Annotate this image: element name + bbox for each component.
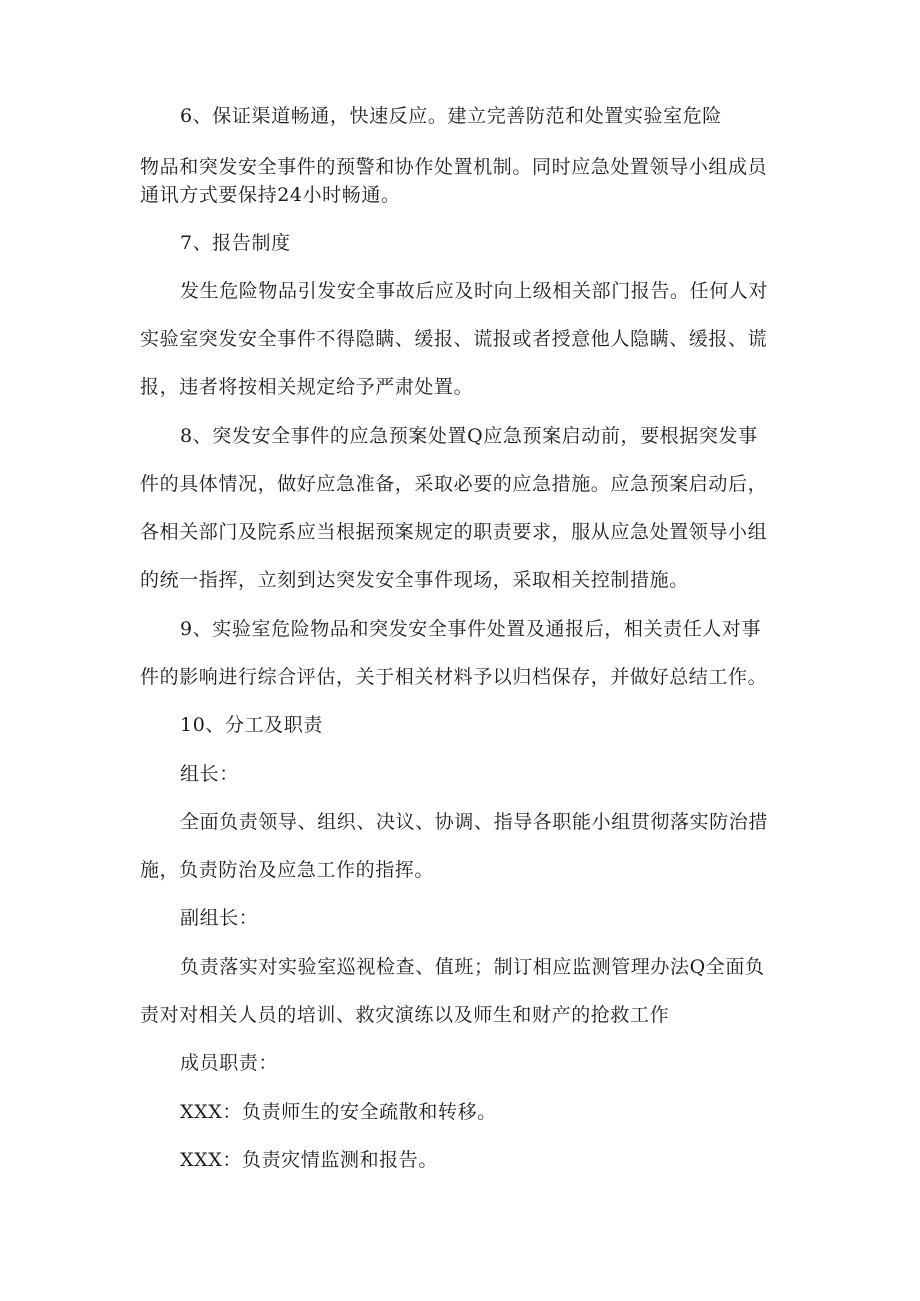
heading-10-duties: 10、分工及职责 (180, 714, 323, 736)
paragraph-7-line-1: 发生危险物品引发安全事故后应及时向上级相关部门报告。任何人对 (180, 280, 769, 302)
deputy-leader-duty-line-2: 责对对相关人员的培训、救灾演练以及师生和财产的抢救工作 (140, 1004, 670, 1026)
paragraph-6-line-2: 物品和突发安全事件的预警和协作处置机制。同时应急处置领导小组成员 (140, 156, 768, 178)
paragraph-7-line-2: 实验室突发安全事件不得隐瞒、缓报、谎报或者授意他人隐瞒、缓报、谎 (140, 328, 768, 350)
paragraph-6-line-3: 通讯方式要保持24小时畅通。 (140, 184, 401, 206)
paragraph-8-line-1: 8、突发安全事件的应急预案处置Q应急预案启动前，要根据突发事 (180, 425, 758, 447)
heading-7-report-system: 7、报告制度 (180, 232, 291, 254)
member-duty-evacuation: XXX：负责师生的安全疏散和转移。 (180, 1101, 497, 1123)
paragraph-8-line-4: 的统一指挥，立刻到达突发安全事件现场，采取相关控制措施。 (140, 569, 689, 591)
label-group-leader: 组长： (180, 763, 239, 785)
deputy-leader-duty-line-1: 负责落实对实验室巡视检查、值班；制订相应监测管理办法Q全面负 (180, 956, 765, 978)
group-leader-duty-line-1: 全面负责领导、组织、决议、协调、指导各职能小组贯彻落实防治措 (180, 811, 769, 833)
label-member-duties: 成员职责： (180, 1052, 279, 1074)
paragraph-9-line-1: 9、实验室危险物品和突发安全事件处置及通报后，相关责任人对事 (180, 618, 762, 640)
paragraph-7-line-3: 报，违者将按相关规定给予严肃处置。 (140, 376, 474, 398)
group-leader-duty-line-2: 施，负责防治及应急工作的指挥。 (140, 859, 435, 881)
paragraph-9-line-2: 件的影响进行综合评估，关于相关材料予以归档保存，并做好总结工作。 (140, 666, 768, 688)
member-duty-monitoring: XXX：负责灾情监测和报告。 (180, 1149, 438, 1171)
paragraph-8-line-3: 各相关部门及院系应当根据预案规定的职责要求，服从应急处置领导小组 (140, 521, 768, 543)
label-deputy-leader: 副组长： (180, 907, 259, 929)
paragraph-8-line-2: 件的具体情况，做好应急准备，采取必要的应急措施。应急预案启动后， (140, 473, 768, 495)
paragraph-6-line-1: 6、保证渠道畅通，快速反应。建立完善防范和处置实验室危险 (180, 105, 722, 127)
